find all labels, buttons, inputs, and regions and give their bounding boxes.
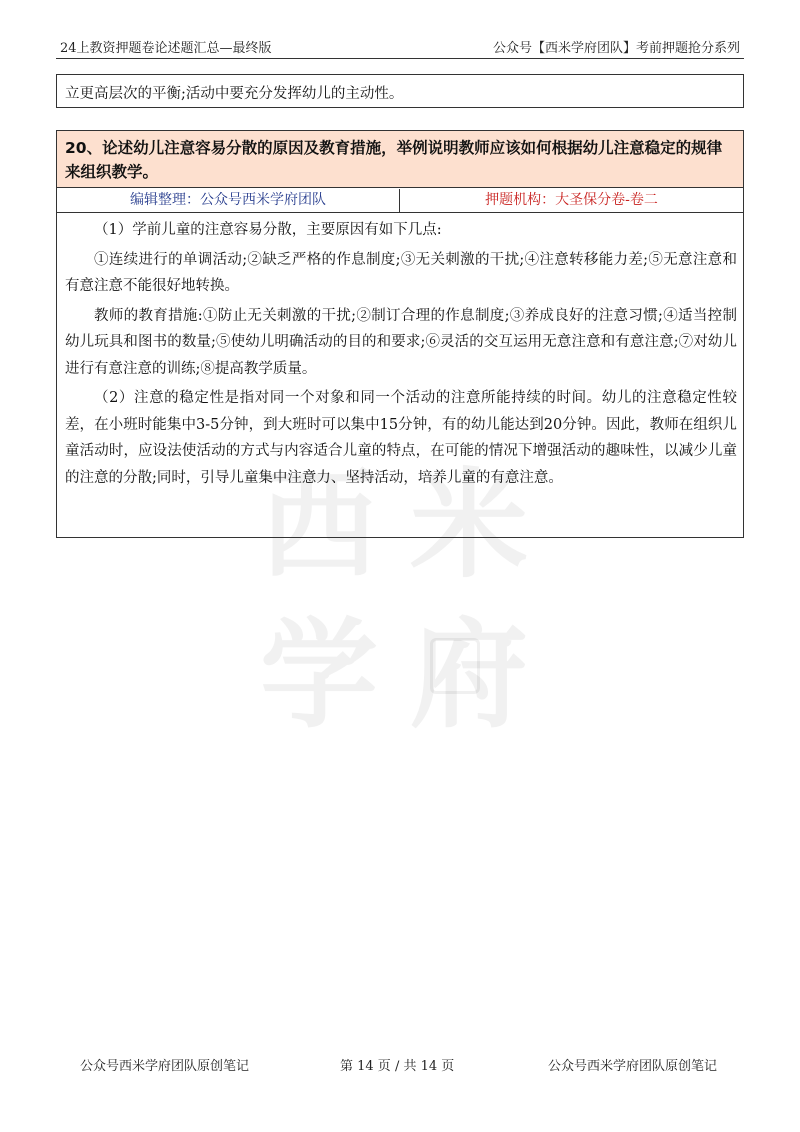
header-series-label: 公众号【西米学府团队】考前押题抢分系列: [492, 41, 740, 56]
question-meta-row: [57, 189, 743, 213]
footer-left-note: 公众号西米学府团队原创笔记: [80, 1059, 250, 1074]
previous-answer-text: 立更高层次的平衡;活动中要充分发挥幼儿的主动性。: [65, 86, 404, 102]
watermark-char-4: 府: [410, 606, 529, 744]
answer-paragraph: ①连续进行的单调活动;②缺乏严格的作息制度;③无关刺激的干扰;④注意转移能力差;⑤无意注意和有意注意不能很好地转换。: [65, 251, 737, 294]
previous-answer-box: [56, 74, 744, 108]
header-document-title: 24上教资押题卷论述题汇总—最终版: [60, 41, 272, 56]
question-box: [56, 130, 744, 538]
footer-page-number: 第 14 页 / 共 14 页: [340, 1059, 455, 1074]
editor-credit: 编辑整理：公众号西米学府团队: [57, 189, 400, 212]
watermark-char-3: 学: [260, 606, 379, 744]
page-header: [56, 34, 744, 59]
watermark-char-1: 西: [260, 456, 379, 594]
answer-paragraph: 教师的教育措施:①防止无关刺激的干扰;②制订合理的作息制度;③养成良好的注意习惯;④适当控制幼儿玩具和图书的数量;⑤使幼儿明确活动的目的和要求;⑥灵活的交互运用无意注意和有意注意;⑦对幼儿进行有意注意的训练;⑧提高教学质量。: [65, 307, 737, 377]
answer-paragraph: （1）学前儿童的注意容易分散，主要原因有如下几点:: [94, 222, 442, 238]
answer-paragraph: （2）注意的稳定性是指对同一个对象和同一个活动的注意所能持续的时间。幼儿的注意稳定性较差，在小班时能集中3-5分钟，到大班时可以集中15分钟，有的幼儿能达到20分钟。因此，教师在组织儿童活动时，应设法使活动的方式与内容适合儿童的特点，在可能的情况下增强活动的趣味性，以减少儿童的注意的分散;同时，引导儿童集中注意力、坚持活动，培养儿童的有意注意。: [65, 390, 737, 486]
footer-right-note: 公众号西米学府团队原创笔记: [548, 1059, 718, 1074]
page-footer: [0, 1055, 800, 1075]
question-title: 20、论述幼儿注意容易分散的原因及教育措施，举例说明教师应该如何根据幼儿注意稳定的规律来组织教学。: [57, 131, 743, 188]
watermark-stamp-icon: [430, 638, 480, 694]
source-credit: 押题机构：大圣保分卷-卷二: [485, 192, 658, 208]
answer-body: [65, 217, 737, 494]
watermark-char-2: 米: [410, 456, 529, 594]
